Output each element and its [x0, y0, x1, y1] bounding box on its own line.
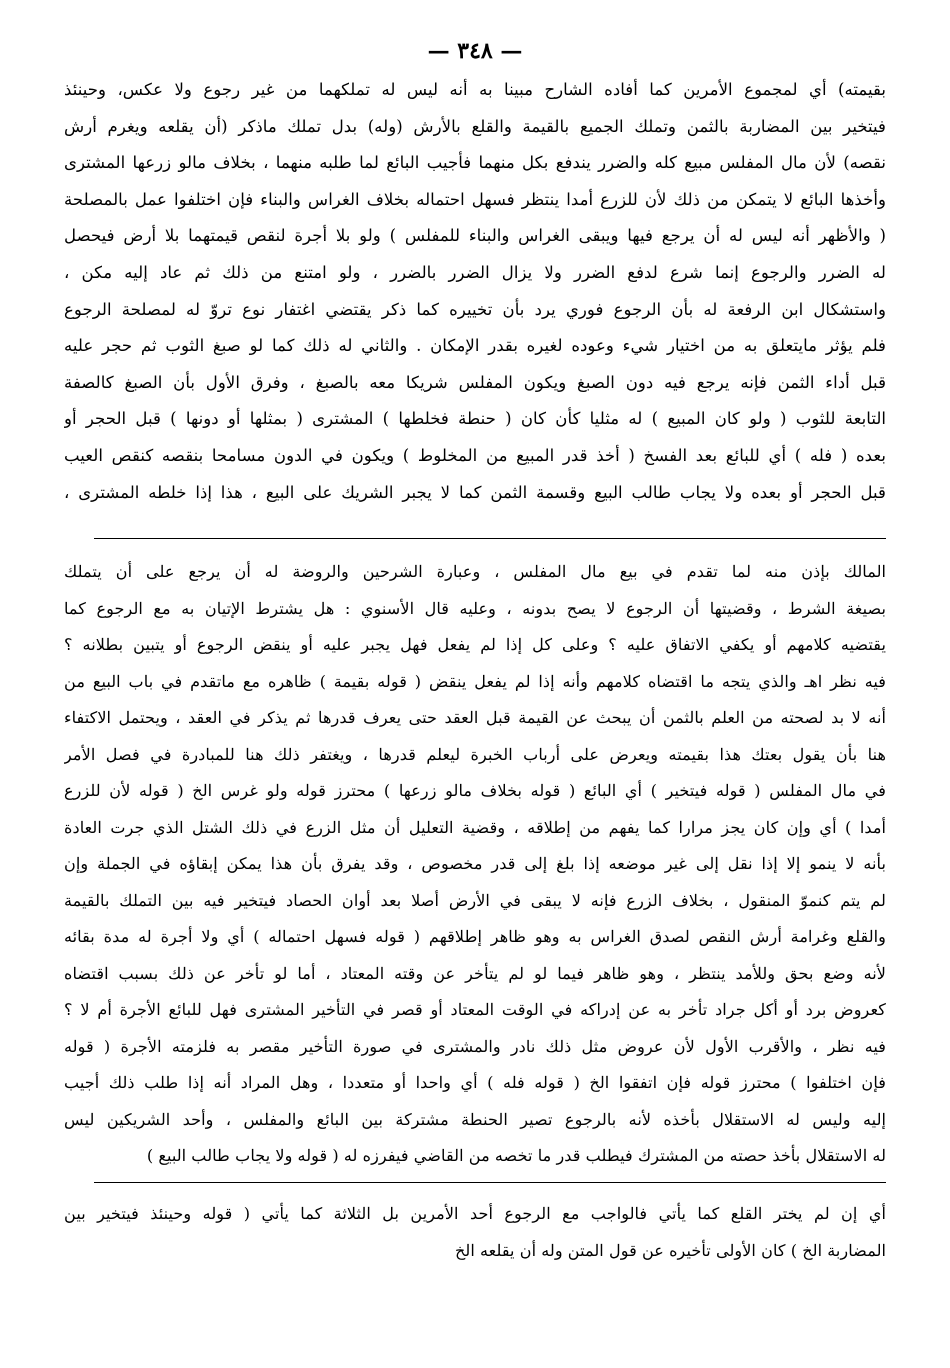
- commentary-line: بصيغة الشرط ، وقضيتها أن الرجوع لا يصح بدونه ، وعليه قال الأسنوي : هل يشترط الإتيان به مع الرجوع كما: [64, 598, 886, 618]
- commentary-line: والقلع وغرامة أرش النقص لصدق الغراس به وهو ظاهر إطلاقهم ( قوله فسهل احتماله ) أي ولا أجرة له مدة بقائه: [64, 927, 886, 946]
- main-text-line: له الضرر والرجوع إنما شرع لدفع الضرر ولا يزال الضرر بالضرر ، ولو امتنع من ذلك ثم عاد إليه مكن ،: [64, 262, 886, 282]
- main-text-line: نقصه) لأن مال المفلس مبيع كله والضرر يندفع بكل منهما فأجيب البائع لما طلبه منهما ، بخلاف مالو زرعها المشترى: [64, 153, 886, 173]
- main-text-line: وأخذها البائع لا يتمكن من ذلك لأن للزرع أمدا ينتظر فسهل احتماله بخلاف الغراس والبناء فإن اختلفوا عمل بالمصلحة: [64, 189, 886, 209]
- commentary-line: فيه نظر اهـ والذي يتجه ما اقتضاه كلامهم وأنه إذا لم يفعل ينقض ( قوله بقيمة ) ظاهره مع ماتقدم في باب البيع من: [64, 671, 886, 691]
- commentary-line: أنه لا بد لصحته من العلم بالثمن أن يبحث عن القيمة قبل العقد حتى يعرف قدرها ثم يذكر في العقد ، ويحتمل الاكتفاء: [64, 708, 886, 727]
- footnote-line: أي إن لم يختر القلع كما يأتي فالواجب مع الرجوع أحد الأمرين بل الثلاثة كما يأتي ( قوله وحينئذ فيتخير بين: [64, 1204, 886, 1223]
- commentary-block: [64, 554, 886, 1175]
- main-text-line: بقيمته) أي لمجموع الأمرين كما أفاده الشارح مبينا به أنه ليس له تملكهما من غير رجوع ولا عكس، وحينئذ: [64, 80, 886, 99]
- main-text-line: فلم يؤثر مايتعلق به من اختيار شيء وعوده لغيره بقدر الإمكان . والثاني له ذلك كما لو صبغ الثوب ثم حجر عليه: [64, 336, 886, 356]
- commentary-line: فيه نظر ، والأقرب الأول لأن عروض مثل ذلك نادر والمشترى في صورة التأخير مقصر به فلزمته الأجرة ( قوله: [64, 1036, 886, 1056]
- commentary-line: هنا بأن يقول بعتك هذا بقيمته ويعرض على أرباب الخبرة ليعلم قدرها ، ويغتفر ذلك هنا للمبادرة في فصل الأمر: [64, 744, 886, 764]
- footnote-block: [64, 1196, 886, 1269]
- main-text-line: التابعة للثوب ( ولو كان المبيع ) له مثليا كأن كان ( حنطة فخلطها ) المشترى ( بمثلها أو دونها ) قبل الحجر أو: [64, 409, 886, 429]
- section-divider: [94, 538, 886, 539]
- main-text-line: واستشكال ابن الرفعة له بأن الرجوع فوري يرد بأن تخييره كما ذكر يقتضي اغتفار نوع تروّ له لمصلحة الرجوع: [64, 299, 886, 319]
- footnote-line: المضاربة الخ ) كان الأولى تأخيره عن قول المتن وله أن يقلعه الخ: [454, 1240, 886, 1260]
- main-text-line: قبل الحجر أو بعده ولا يجاب طالب البيع وقسمة الثمن كما لا يجبر الشريك على البيع ، هذا إذا خلطه المشترى ،: [64, 482, 886, 502]
- main-text-line: قبل أداء الثمن فإنه يرجع فيه دون الصبغ ويكون المفلس شريكا معه بالصبغ ، وفرق الأول بأن الصبغ كالصفة: [64, 372, 886, 392]
- footnote-divider: [94, 1182, 886, 1183]
- commentary-line: له الاستقلال بأخذ حصته من المشترك فيطلب قدر ما تخصه من القاضي فيفرزه له ( قوله ولا يجاب طالب البيع ): [146, 1146, 886, 1165]
- commentary-line: في مال المفلس ( قوله فيتخير ) أي البائع ( قوله بخلاف مالو زرعها ) محترز قوله ولو غرس الخ ( قوله لأن للزرع: [64, 781, 886, 800]
- commentary-line: بأنه لا ينمو إلا إذا نقل إلى غير موضعه إذا بلغ إلى قدر مخصوص ، وقد يفرق بأن هذا يمكن إبقاؤه في الجملة وإن: [64, 854, 886, 873]
- commentary-line: كعروض برد أو أكل جراد تأخر به عن إدراكه في الوقت المعتاد أو قصر في التأخير المشترى فهل للبائع الأجرة أم لا ؟: [64, 1000, 886, 1019]
- commentary-line: أمدا ) أي وإن كان يجز مرارا كما يفهم من إطلاقه ، وقضية التعليل أن مثل الزرع في ذلك الشتل الذي جرت العادة: [64, 817, 886, 837]
- commentary-line: يقتضيه كلامهم أو يكفي الاتفاق عليه ؟ وعلى كل إذا لم يفعل فهل يجبر عليه أو ينقض الرجوع أو يتبين بطلانه ؟: [64, 635, 886, 654]
- commentary-line: المالك بإذن منه لما تقدم في بيع مال المفلس ، وعبارة الشرحين والروضة له أن يرجع على أن يتملك: [64, 562, 886, 581]
- main-text-block: [64, 72, 886, 511]
- page-number: — ٣٤٨ —: [427, 38, 523, 64]
- commentary-line: فإن اختلفوا ) محترز قوله فإن اتفقوا الخ ( قوله فله ) أي واحدا أو متعددا ، وهل المراد أنه إذا طلب ذلك أجيب: [64, 1073, 886, 1092]
- commentary-line: لأنه وضع بحق وللأمد ينتظر ، وهو ظاهر فيما لو لم يتأخر عن وقته المعتاد ، أما لو تأخر عن ذلك بسبب اقتضاه: [64, 963, 886, 983]
- main-text-line: بعده ( فله ) أي للبائع بعد الفسخ ( أخذ قدر المبيع من المخلوط ) ويكون في الدون مسامحا بنقصه كنقص العيب: [64, 445, 886, 465]
- main-text-line: ( والأظهر أنه ليس له أن يرجع فيها ويبقى الغراس والبناء للمفلس ) ولو بلا أجرة لنقص قيمتهما بلا أرض فيحصل: [64, 226, 886, 246]
- commentary-line: إليه وليس له الاستقلال بأخذه لأنه بالرجوع تصير الحنطة مشتركة بين البائع والمفلس ، وأحد الشريكين ليس: [64, 1109, 886, 1129]
- main-text-line: فيتخير بين المضاربة بالثمن وتملك الجميع بالقيمة والقلع بالأرش (وله) بدل تملك ماذكر (أن يقلعه ويغرم أرش: [64, 116, 886, 136]
- commentary-line: لم يتم كنموّ المنقول ، بخلاف الزرع فإنه لا يبقى في الأرض أصلا بعد أوان الحصاد فيتخير فيه بين التملك بالقيمة: [64, 890, 886, 910]
